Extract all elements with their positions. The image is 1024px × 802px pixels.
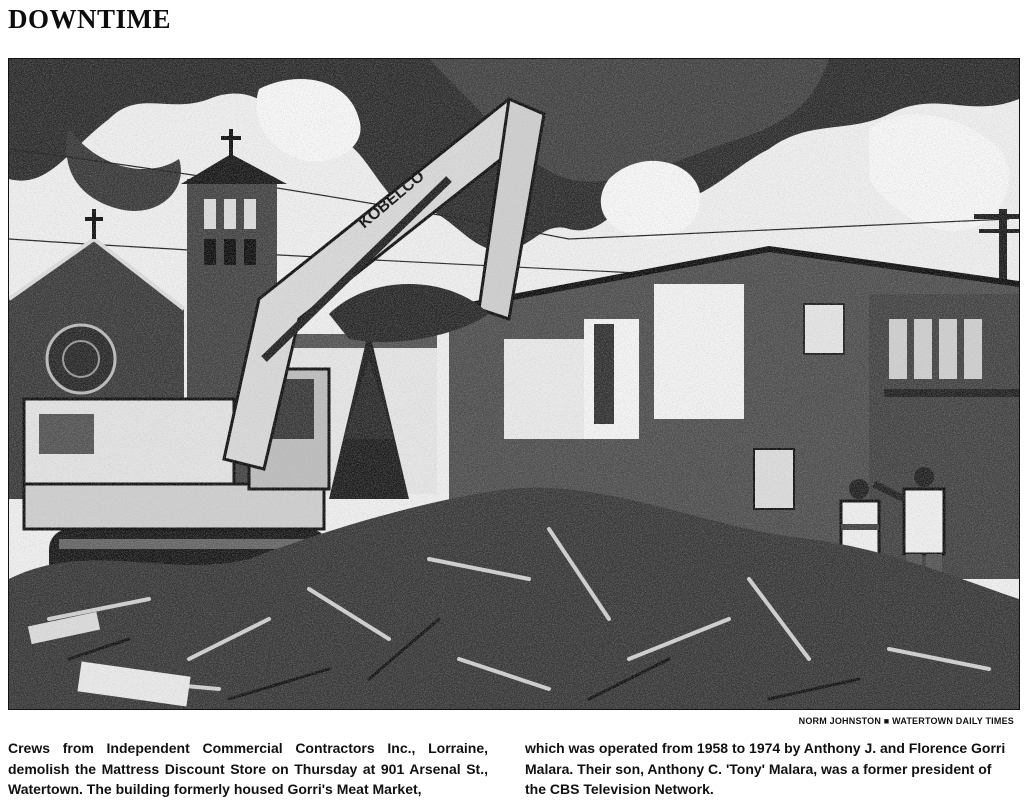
photo-credit: NORM JOHNSTON ■ WATERTOWN DAILY TIMES [798,716,1014,726]
caption-column-1: Crews from Independent Commercial Contractors Inc., Lorraine, demolish the Mattress Discount Store on Thursday at 901 Arsenal St., Watertown. The building formerly housed Gorri's Meat Market, [8,740,488,797]
demolition-scene [9,59,1019,709]
caption-column-2: which was operated from 1958 to 1974 by Anthony J. and Florence Gorri Malara. Their son, Anthony C. 'Tony' Malara, was a former president of the CBS Television Network. [525,740,1006,797]
news-photo [8,58,1020,710]
headline: DOWNTIME [8,4,172,34]
